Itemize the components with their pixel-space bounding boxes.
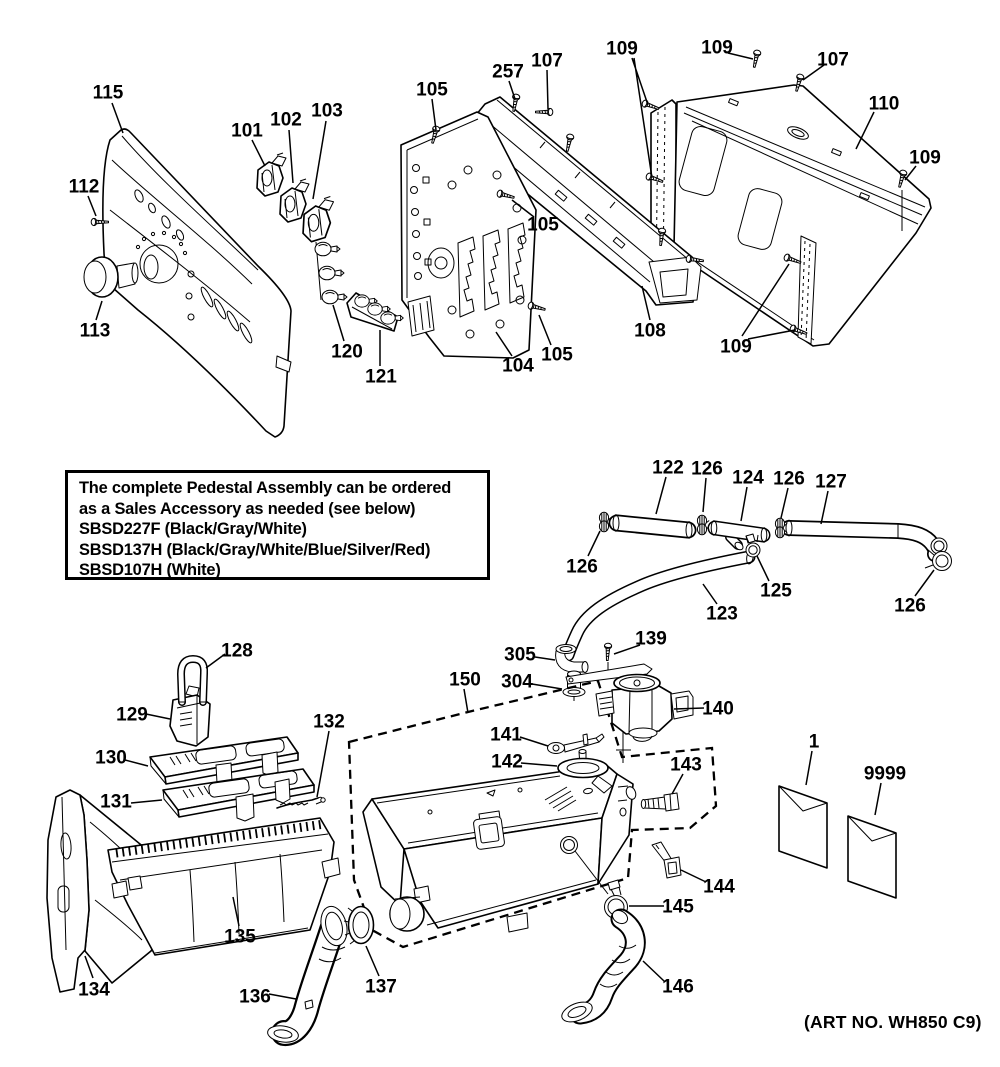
callout-122: 122: [652, 457, 684, 479]
callout-124: 124: [732, 467, 764, 489]
callout-126: 126: [894, 595, 926, 617]
callout-109: 109: [701, 37, 733, 59]
callout-1: 1: [808, 731, 820, 753]
part-125-clamp: [746, 534, 760, 557]
note-line: The complete Pedestal Assembly can be ordered: [79, 479, 452, 497]
callout-105: 105: [541, 344, 573, 366]
callout-130: 130: [95, 747, 127, 769]
callout-109: 109: [606, 38, 638, 60]
callout-146: 146: [662, 976, 694, 998]
part-141-lever: [548, 734, 605, 754]
callout-141: 141: [490, 724, 522, 746]
pedestal-note-box: [65, 470, 490, 580]
note-line: SBSD227F (Black/Gray/White): [79, 520, 307, 539]
callout-126: 126: [691, 458, 723, 480]
callout-101: 101: [231, 120, 263, 142]
callout-134: 134: [78, 979, 110, 1001]
callout-140: 140: [702, 698, 734, 720]
part-137-seal-ring: [344, 907, 374, 945]
callout-102: 102: [270, 109, 302, 131]
callout-144: 144: [703, 876, 735, 898]
art-number: (ART NO. WH850 C9): [804, 1012, 982, 1032]
part-122-hose: [613, 515, 692, 538]
callout-126: 126: [773, 468, 805, 490]
callout-127: 127: [815, 471, 847, 493]
callout-126: 126: [566, 556, 598, 578]
part-110-rear-panel: [651, 85, 931, 346]
part-1-literature-envelope: [779, 786, 827, 868]
callout-107: 107: [817, 49, 849, 71]
callout-9999: 9999: [863, 763, 907, 785]
callout-150: 150: [449, 669, 481, 691]
callout-128: 128: [221, 640, 253, 662]
callout-121: 121: [365, 366, 397, 388]
callout-135: 135: [224, 926, 256, 948]
part-120-button-stack: [315, 242, 347, 304]
callout-143: 143: [670, 754, 702, 776]
callout-120: 120: [331, 341, 363, 363]
callout-103: 103: [311, 100, 343, 122]
callout-145: 145: [662, 896, 694, 918]
part-121-button-bracket: [347, 293, 403, 331]
callout-107: 107: [531, 50, 563, 72]
callout-136: 136: [239, 986, 271, 1008]
callout-139: 139: [635, 628, 667, 650]
callout-105: 105: [527, 214, 559, 236]
note-line: as a Sales Accessory as needed (see below): [79, 499, 416, 518]
callout-123: 123: [706, 603, 738, 625]
callout-129: 129: [116, 704, 148, 726]
callout-115: 115: [92, 82, 124, 104]
callout-109: 109: [909, 147, 941, 169]
callout-108: 108: [634, 320, 666, 342]
part-9999-literature-envelope: [848, 816, 896, 898]
callout-105: 105: [416, 79, 448, 101]
note-line: SBSD137H (Black/Gray/White/Blue/Silver/Red): [79, 540, 431, 559]
part-127-hose: [786, 520, 947, 554]
callout-104: 104: [502, 355, 534, 377]
callout-109: 109: [720, 336, 752, 358]
part-103-switch: [303, 197, 333, 242]
part-143-bolt: [641, 793, 679, 811]
callout-110: 110: [868, 93, 900, 115]
note-line: SBSD107H (White): [79, 561, 221, 580]
part-146-drain-hose: [559, 908, 636, 1026]
callout-304: 304: [501, 671, 533, 693]
part-144-bracket: [652, 842, 681, 878]
callout-305: 305: [504, 644, 536, 666]
callout-113: 113: [79, 320, 111, 342]
callout-137: 137: [365, 976, 397, 998]
callout-125: 125: [760, 580, 792, 602]
callout-132: 132: [313, 711, 345, 733]
callout-257: 257: [492, 61, 524, 83]
callout-131: 131: [100, 791, 132, 813]
callout-112: 112: [68, 176, 100, 198]
callout-142: 142: [491, 751, 523, 773]
